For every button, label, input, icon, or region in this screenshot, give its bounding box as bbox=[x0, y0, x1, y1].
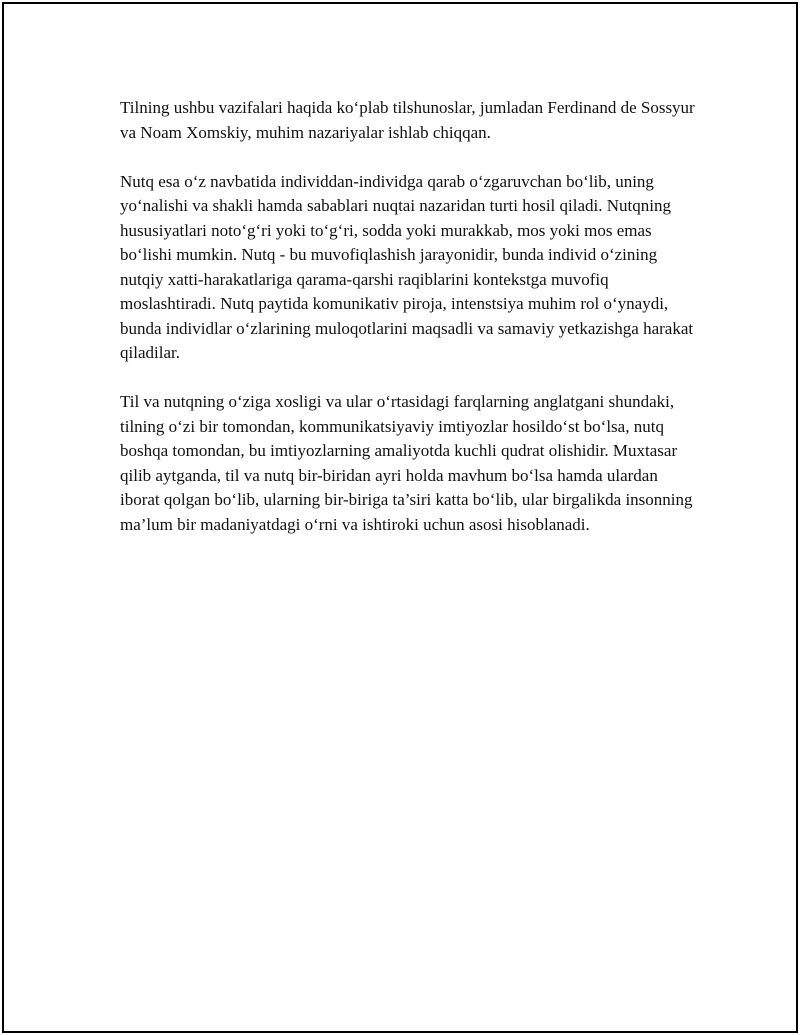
document-page bbox=[2, 2, 798, 1033]
document-body bbox=[120, 96, 700, 562]
paragraph-3: Til va nutqning o‘ziga xosligi va ular o‘rtasidagi farqlarning anglatgani shundaki, tilning o‘zi bir tomondan, kommunikatsiyaviy imtiyozlar hosildo‘st bo‘lsa, nutq boshqa tomondan, bu imtiyozlarning amaliyotda kuchli qudrat olishidir. Muxtasar qilib aytganda, til va nutq bir-biridan ayri holda mavhum bo‘lsa hamda ulardan iborat qolgan bo‘lib, ularning bir-biriga ta’siri katta bo‘lib, ular birgalikda insonning ma’lum bir madaniyatdagi o‘rni va ishtiroki uchun asosi hisoblanadi. bbox=[120, 392, 693, 534]
paragraph-2: Nutq esa o‘z navbatida individdan-individga qarab o‘zgaruvchan bo‘lib, uning yo‘nalishi va shakli hamda sabablari nuqtai nazaridan turti hosil qiladi. Nutqning hususiyatlari noto‘g‘ri yoki to‘g‘ri, sodda yoki murakkab, mos yoki mos emas bo‘lishi mumkin. Nutq - bu muvofiqlashish jarayonidir, bunda individ o‘zining nutqiy xatti-harakatlariga qarama-qarshi raqiblarini kontekstga muvofiq moslashtiradi. Nutq paytida komunikativ piroja, intenstsiya muhim rol o‘ynaydi, bunda individlar o‘zlarining muloqotlarini maqsadli va samaviy yetkazishga harakat qiladilar. bbox=[120, 171, 694, 362]
paragraph-1: Tilning ushbu vazifalari haqida ko‘plab tilshunoslar, jumladan Ferdinand de Sossyur va Noam Xomskiy, muhim nazariyalar ishlab chiqqan. bbox=[120, 98, 695, 142]
